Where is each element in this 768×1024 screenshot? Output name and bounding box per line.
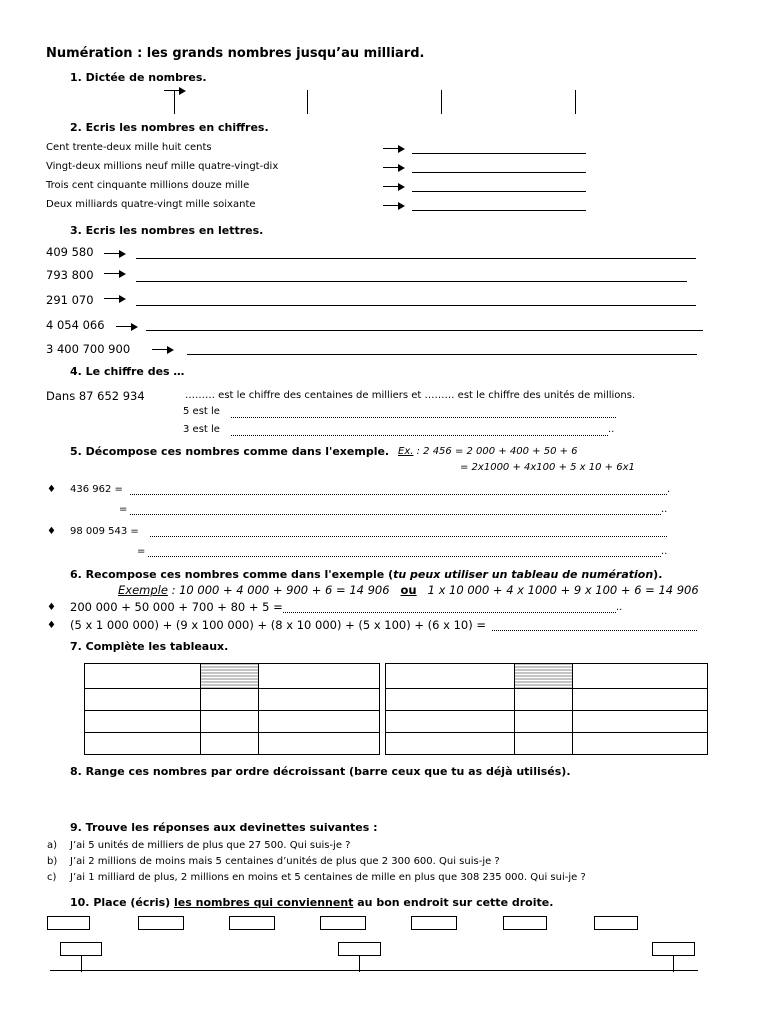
table-cell[interactable] xyxy=(573,689,708,711)
s4-line-3-end: .. xyxy=(608,424,615,435)
arrow-icon xyxy=(383,202,405,210)
s9-item-b: J’ai 2 millions de moins mais 5 centaines d’unités de plus que 2 300 600. Qui suis-je ? xyxy=(70,856,500,867)
arrow-icon xyxy=(104,295,126,303)
s6-line-1: 200 000 + 50 000 + 700 + 80 + 5 = xyxy=(70,600,283,614)
numberline-label-box[interactable] xyxy=(652,942,695,956)
number-box[interactable] xyxy=(138,916,184,930)
answer-line[interactable] xyxy=(146,330,703,331)
s6-example: Exemple : 10 000 + 4 000 + 900 + 6 = 14 906 ou 1 x 10 000 + 4 x 1000 + 9 x 100 + 6 = 14 906 xyxy=(118,583,699,597)
s5-example-2: = 2x1000 + 4x100 + 5 x 10 + 6x1 xyxy=(460,462,635,473)
arrow-icon xyxy=(383,145,405,153)
dotted-answer-line[interactable] xyxy=(492,630,697,631)
number-line xyxy=(50,970,698,971)
s3-number-1: 409 580 xyxy=(46,245,94,259)
s4-heading: 4. Le chiffre des … xyxy=(70,365,185,378)
s4-line-2-label: 5 est le xyxy=(183,406,220,417)
number-box[interactable] xyxy=(594,916,638,930)
numberline-label-box[interactable] xyxy=(338,942,381,956)
bullet-icon: ♦ xyxy=(47,602,56,613)
s9-key-b: b) xyxy=(47,856,58,867)
s4-lead: Dans 87 652 934 xyxy=(46,389,145,403)
table-cell[interactable] xyxy=(386,711,515,733)
s2-item-1: Cent trente-deux mille huit cents xyxy=(46,142,212,153)
s9-key-a: a) xyxy=(47,840,58,851)
s5-heading: 5. Décompose ces nombres comme dans l'exemple. xyxy=(70,445,390,458)
table-left xyxy=(84,663,380,755)
s9-key-c: c) xyxy=(47,872,57,883)
s5-example-1: Ex. : 2 456 = 2 000 + 400 + 50 + 6 xyxy=(398,446,578,457)
s2-item-4: Deux milliards quatre-vingt mille soixante xyxy=(46,199,256,210)
s5-end-1: . xyxy=(667,484,671,495)
table-cell[interactable] xyxy=(573,733,708,755)
s3-number-2: 793 800 xyxy=(46,268,94,282)
table-cell[interactable] xyxy=(259,689,380,711)
table-cell[interactable] xyxy=(515,689,573,711)
s8-heading: 8. Range ces nombres par ordre décroissant (barre ceux que tu as déjà utilisés). xyxy=(70,765,571,778)
s9-item-a: J’ai 5 unités de milliers de plus que 27 500. Qui suis-je ? xyxy=(70,840,351,851)
dictee-arrow xyxy=(164,87,186,95)
answer-line[interactable] xyxy=(412,210,586,211)
page-title: Numération : les grands nombres jusqu’au milliard. xyxy=(46,46,425,61)
s3-number-4: 4 054 066 xyxy=(46,318,105,332)
table-cell[interactable] xyxy=(259,733,380,755)
number-box[interactable] xyxy=(47,916,90,930)
table-cell[interactable] xyxy=(259,711,380,733)
s2-heading: 2. Ecris les nombres en chiffres. xyxy=(70,121,269,134)
s6-end-1: .. xyxy=(616,602,623,613)
dotted-answer-line[interactable] xyxy=(231,435,608,436)
answer-line[interactable] xyxy=(412,191,586,192)
table-cell-header xyxy=(515,664,573,689)
answer-line[interactable] xyxy=(136,258,696,259)
bullet-icon: ♦ xyxy=(47,620,56,631)
table-cell[interactable] xyxy=(515,711,573,733)
table-cell[interactable] xyxy=(259,664,380,689)
table-right xyxy=(385,663,708,755)
dotted-answer-line[interactable] xyxy=(148,556,661,557)
s5-eq-1: = xyxy=(119,504,128,515)
s6-line-2: (5 x 1 000 000) + (9 x 100 000) + (8 x 10 000) + (5 x 100) + (6 x 10) = xyxy=(70,618,487,632)
s10-heading: 10. Place (écris) les nombres qui conviennent au bon endroit sur cette droite. xyxy=(70,896,554,909)
answer-line[interactable] xyxy=(136,281,687,282)
table-cell[interactable] xyxy=(515,733,573,755)
answer-line[interactable] xyxy=(412,172,586,173)
arrow-icon xyxy=(383,164,405,172)
arrow-icon xyxy=(104,250,126,258)
s9-item-c: J’ai 1 milliard de plus, 2 millions en moins et 5 centaines de mille en plus que 308 235 000. Qui sui-je ? xyxy=(70,872,586,883)
table-cell[interactable] xyxy=(201,711,259,733)
dictee-bar-2 xyxy=(307,90,308,114)
s3-number-3: 291 070 xyxy=(46,293,94,307)
table-cell[interactable] xyxy=(573,664,708,689)
table-cell-header xyxy=(201,664,259,689)
arrow-icon xyxy=(383,183,405,191)
table-cell[interactable] xyxy=(386,664,515,689)
bullet-icon: ♦ xyxy=(47,484,56,495)
number-box[interactable] xyxy=(411,916,457,930)
s4-line-1: ……… est le chiffre des centaines de milliers et ……… est le chiffre des unités de millions. xyxy=(185,390,636,401)
arrow-icon xyxy=(116,323,138,331)
dotted-answer-line[interactable] xyxy=(231,417,616,418)
table-cell[interactable] xyxy=(201,689,259,711)
table-cell[interactable] xyxy=(573,711,708,733)
number-box[interactable] xyxy=(229,916,275,930)
s5-number-2: 98 009 543 = xyxy=(70,526,139,537)
numberline-label-box[interactable] xyxy=(60,942,102,956)
arrow-icon xyxy=(152,346,174,354)
table-cell[interactable] xyxy=(386,689,515,711)
s5-end-2: .. xyxy=(661,504,668,515)
answer-line[interactable] xyxy=(136,305,696,306)
table-cell[interactable] xyxy=(85,711,201,733)
s1-heading: 1. Dictée de nombres. xyxy=(70,71,207,84)
answer-line[interactable] xyxy=(187,354,697,355)
s3-number-5: 3 400 700 900 xyxy=(46,342,131,356)
answer-line[interactable] xyxy=(412,153,586,154)
dictee-bar-3 xyxy=(441,90,442,114)
s7-heading: 7. Complète les tableaux. xyxy=(70,640,229,653)
dotted-answer-line[interactable] xyxy=(130,494,667,495)
s5-eq-2: = xyxy=(137,546,146,557)
arrow-icon xyxy=(104,270,126,278)
bullet-icon: ♦ xyxy=(47,526,56,537)
s2-item-3: Trois cent cinquante millions douze mille xyxy=(46,180,250,191)
table-cell[interactable] xyxy=(85,733,201,755)
s3-heading: 3. Ecris les nombres en lettres. xyxy=(70,224,264,237)
dotted-answer-line[interactable] xyxy=(283,612,616,613)
s9-heading: 9. Trouve les réponses aux devinettes suivantes : xyxy=(70,821,378,834)
dotted-answer-line[interactable] xyxy=(130,514,661,515)
s5-number-1: 436 962 = xyxy=(70,484,123,495)
dotted-answer-line[interactable] xyxy=(150,536,667,537)
number-box[interactable] xyxy=(320,916,366,930)
s2-item-2: Vingt-deux millions neuf mille quatre-vingt-dix xyxy=(46,161,279,172)
s4-line-3-label: 3 est le xyxy=(183,424,220,435)
s6-heading: 6. Recompose ces nombres comme dans l'exemple (tu peux utiliser un tableau de numération). xyxy=(70,568,663,581)
number-box[interactable] xyxy=(503,916,547,930)
dictee-bar-4 xyxy=(575,90,576,114)
table-cell[interactable] xyxy=(85,689,201,711)
table-cell[interactable] xyxy=(85,664,201,689)
table-cell[interactable] xyxy=(386,733,515,755)
s5-end-3: .. xyxy=(661,546,668,557)
table-cell[interactable] xyxy=(201,733,259,755)
